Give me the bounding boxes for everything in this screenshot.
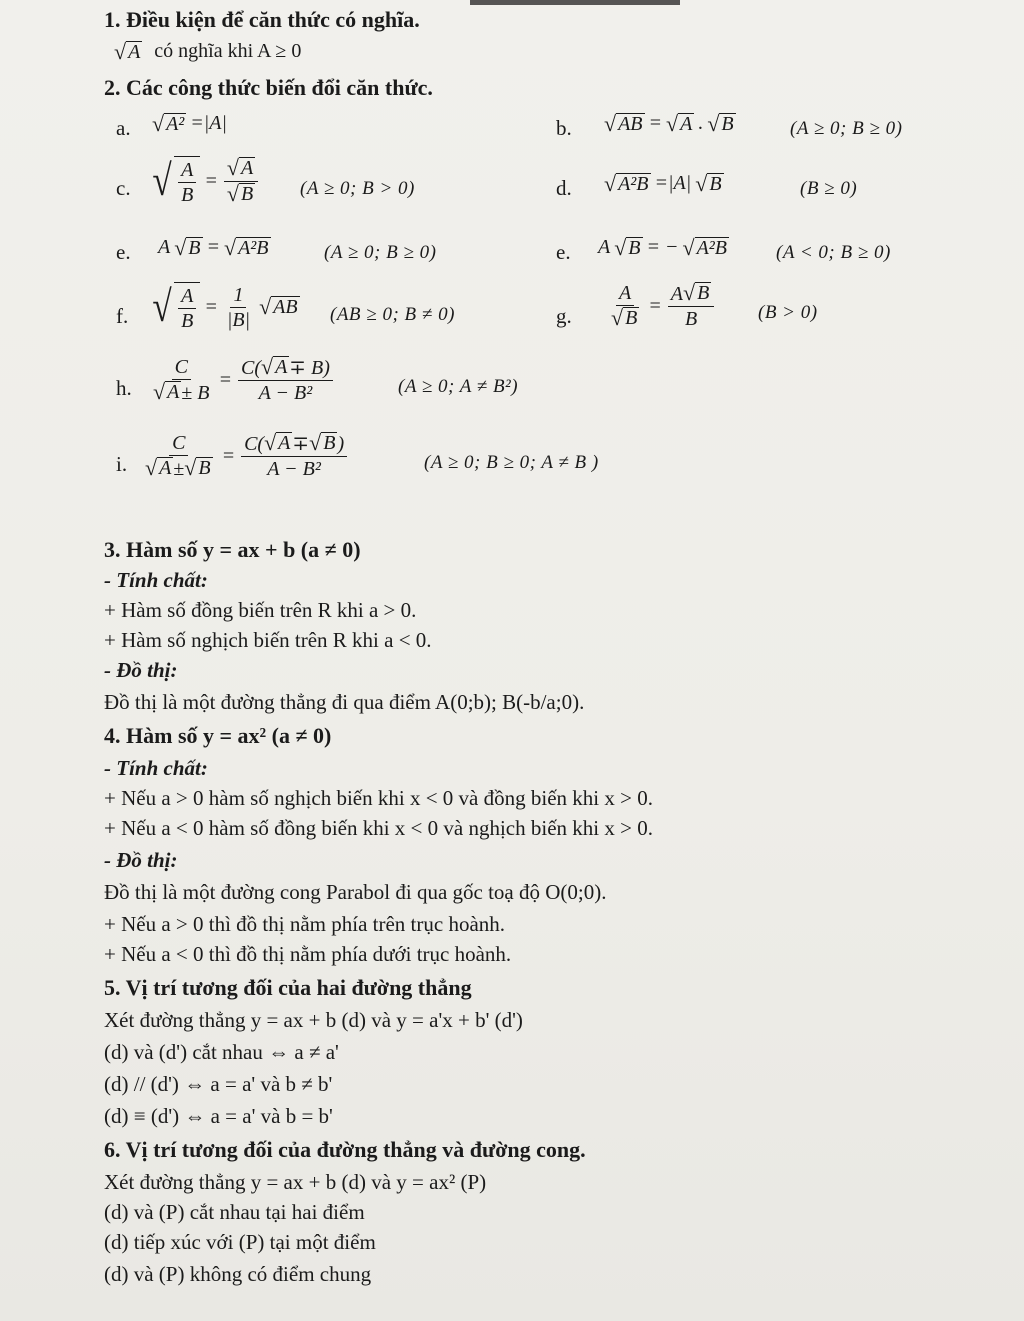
- section-1-title: 1. Điều kiện để căn thức có nghĩa.: [104, 7, 420, 32]
- section-6-title: 6. Vị trí tương đối của đường thẳng và đường cong.: [104, 1137, 586, 1162]
- formula-e2-label: e.: [556, 240, 571, 264]
- section-2-title: 2. Các công thức biến đổi căn thức.: [104, 75, 433, 100]
- formula-f-condition: (AB ≥ 0; B ≠ 0): [330, 304, 455, 325]
- formula-b-label: b.: [556, 116, 572, 140]
- section-6-line-1: (d) và (P) cắt nhau tại hai điểm: [104, 1200, 365, 1224]
- formula-e1: A √ B = √ A²B: [158, 234, 269, 260]
- formula-c-condition: (A ≥ 0; B > 0): [300, 178, 415, 199]
- section-5-line-2: (d) // (d') ⇔ a = a' và b ≠ b': [104, 1072, 333, 1096]
- formula-b-condition: (A ≥ 0; B ≥ 0): [790, 118, 903, 139]
- section-5-line-3: (d) ≡ (d') ⇔ a = a' và b = b': [104, 1104, 333, 1128]
- section-4-graph-text: Đồ thị là một đường cong Parabol đi qua gốc toạ độ O(0;0).: [104, 880, 607, 904]
- formula-f-label: f.: [116, 304, 129, 328]
- formula-h-label: h.: [116, 376, 132, 400]
- section-6-line-2: (d) tiếp xúc với (P) tại một điểm: [104, 1230, 376, 1254]
- formula-g-label: g.: [556, 304, 572, 328]
- formula-d-condition: (B ≥ 0): [800, 178, 858, 199]
- section-5-line-1: (d) và (d') cắt nhau ⇔ a ≠ a': [104, 1040, 339, 1064]
- section-4-graph-1: + Nếu a > 0 thì đồ thị nằm phía trên trục hoành.: [104, 912, 506, 936]
- formula-d: √ A²B =|A| √ B: [604, 170, 722, 196]
- formula-i: C √ A ± √ B = C( √ A ∓ √ B ) A − B²: [140, 432, 349, 480]
- formula-e2: A √ B = − √ A²B: [598, 234, 728, 260]
- section-4-title: 4. Hàm số y = ax² (a ≠ 0): [104, 723, 332, 748]
- section-3-properties-heading: - Tính chất:: [104, 568, 208, 592]
- section-6-intro: Xét đường thẳng y = ax + b (d) và y = ax² (P): [104, 1170, 487, 1194]
- formula-h-condition: (A ≥ 0; A ≠ B²): [398, 376, 519, 397]
- section-3-property-2: + Hàm số nghịch biến trên R khi a < 0.: [104, 628, 432, 652]
- section-4-graph-2: + Nếu a < 0 thì đồ thị nằm phía dưới trục hoành.: [104, 942, 512, 966]
- formula-c-label: c.: [116, 176, 131, 200]
- section-3-graph-heading: - Đồ thị:: [104, 658, 178, 682]
- sqrt-a-expression: √ A có nghĩa khi A ≥ 0: [114, 38, 302, 64]
- section-3-graph-text: Đồ thị là một đường thẳng đi qua điểm A(0;b); B(-b/a;0).: [104, 690, 585, 714]
- section-4-properties-heading: - Tính chất:: [104, 756, 208, 780]
- top-edge-mark: [470, 0, 680, 5]
- section-4-property-1: + Nếu a > 0 hàm số nghịch biến khi x < 0 và đồng biến khi x > 0.: [104, 786, 653, 810]
- condition-text: có nghĩa khi A ≥ 0: [154, 40, 302, 62]
- section-4-property-2: + Nếu a < 0 hàm số đồng biến khi x < 0 và nghịch biến khi x > 0.: [104, 816, 653, 840]
- section-3-title: 3. Hàm số y = ax + b (a ≠ 0): [104, 537, 361, 562]
- formula-c: √ $\frac{A}{B}$ = √ A √ B: [150, 156, 260, 206]
- section-5-intro: Xét đường thẳng y = ax + b (d) và y = a'x + b' (d'): [104, 1008, 523, 1032]
- section-5-title: 5. Vị trí tương đối của hai đường thẳng: [104, 975, 472, 1000]
- section-4-graph-heading: - Đồ thị:: [104, 848, 178, 872]
- formula-g-condition: (B > 0): [758, 302, 818, 323]
- formula-i-label: i.: [116, 452, 128, 476]
- formula-a: √ A² =|A|: [152, 110, 228, 136]
- formula-g: A √ B = A √ B B: [606, 282, 716, 330]
- formula-e1-condition: (A ≥ 0; B ≥ 0): [324, 242, 437, 263]
- formula-e1-label: e.: [116, 240, 131, 264]
- formula-a-label: a.: [116, 116, 131, 140]
- section-6-line-3: (d) và (P) không có điểm chung: [104, 1262, 372, 1286]
- formula-e2-condition: (A < 0; B ≥ 0): [776, 242, 891, 263]
- formula-d-label: d.: [556, 176, 572, 200]
- section-3-property-1: + Hàm số đồng biến trên R khi a > 0.: [104, 598, 417, 622]
- formula-f: √ $\frac{A}{B}$ = $\frac{1}{|B|}$ √ AB: [152, 282, 298, 332]
- formula-h: C √ A ± B = C( √ A ∓ B) A − B²: [148, 356, 335, 404]
- formula-b: √ AB = √ A . √ B: [604, 110, 734, 136]
- formula-i-condition: (A ≥ 0; B ≥ 0; A ≠ B ): [424, 452, 599, 473]
